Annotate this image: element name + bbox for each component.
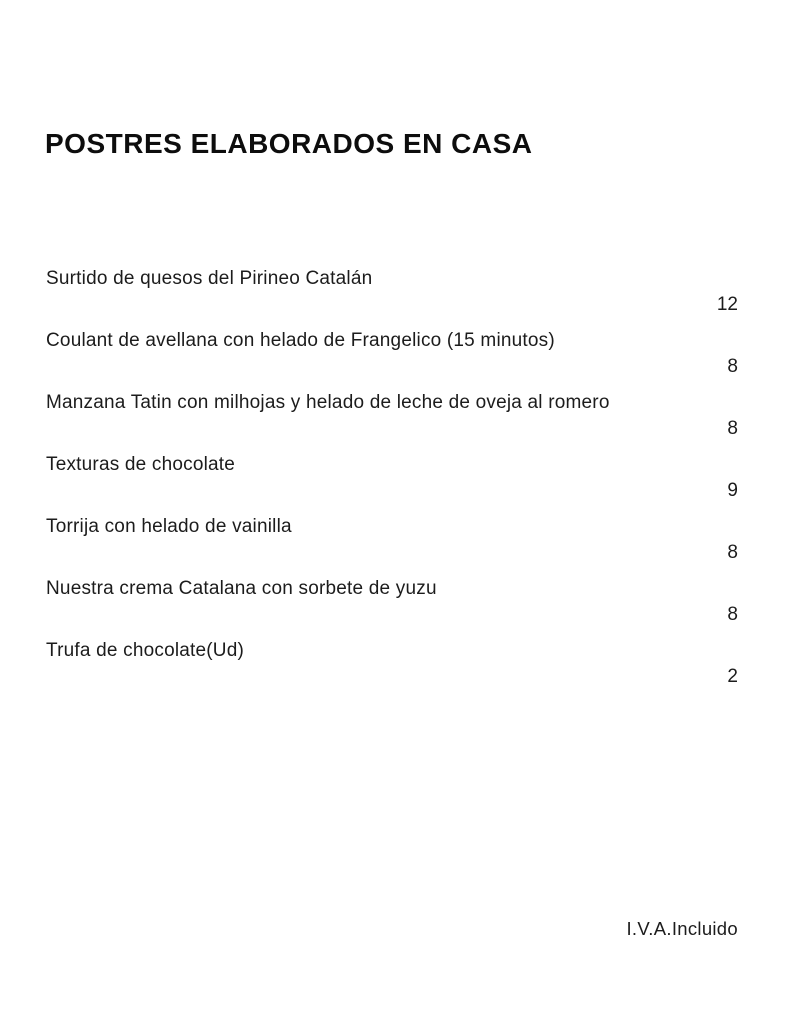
menu-item [46,514,738,566]
menu-item-name: Coulant de avellana con helado de Frangelico (15 minutos) [46,330,555,351]
menu-item-name: Nuestra crema Catalana con sorbete de yuzu [46,578,437,599]
menu-item-name: Manzana Tatin con milhojas y helado de leche de oveja al romero [46,392,610,413]
menu-item-name: Torrija con helado de vainilla [46,516,292,537]
menu-item-price: 8 [727,418,738,439]
menu-item [46,390,738,442]
menu-item-price: 8 [727,356,738,377]
menu-item [46,452,738,504]
menu-item-name: Trufa de chocolate(Ud) [46,640,245,661]
menu-item [46,638,738,690]
menu-item-name: Texturas de chocolate [46,454,236,475]
menu-item-price: 12 [716,294,738,315]
vat-included-note: I.V.A.Incluido [626,918,738,939]
menu-item-price: 2 [727,666,738,687]
menu-item-name: Surtido de quesos del Pirineo Catalán [46,268,373,289]
menu-item [46,576,738,628]
menu-list [46,266,738,700]
menu-item [46,266,738,318]
menu-item-price: 8 [727,542,738,563]
menu-item-price: 8 [727,604,738,625]
menu-item-price: 9 [727,480,738,501]
page-title: POSTRES ELABORADOS EN CASA [45,128,533,159]
menu-item [46,328,738,380]
